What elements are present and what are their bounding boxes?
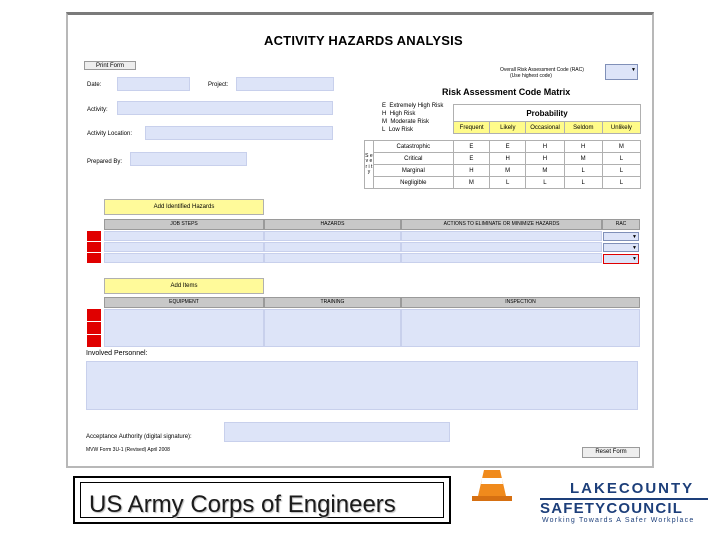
activity-field[interactable] <box>117 101 333 115</box>
legend-text: High Risk <box>389 111 416 117</box>
project-field[interactable] <box>236 77 334 91</box>
legend-item <box>382 102 443 110</box>
col-hazards: HAZARDS <box>264 219 401 230</box>
activity-label: Activity: <box>87 107 108 113</box>
matrix-cell: L <box>602 153 640 165</box>
involved-personnel-field[interactable] <box>86 361 638 410</box>
matrix-cell: M <box>602 141 640 153</box>
action-field[interactable] <box>401 231 602 241</box>
rac-dropdown[interactable] <box>603 243 639 252</box>
job-step-field[interactable] <box>104 231 264 241</box>
prob-col-unlikely: Unlikely <box>602 122 640 134</box>
date-label: Date: <box>87 82 102 88</box>
matrix-cell: H <box>526 141 564 153</box>
matrix-cell: M <box>453 177 489 189</box>
page-title: ACTIVITY HAZARDS ANALYSIS <box>264 33 463 48</box>
hazard-field[interactable] <box>264 253 401 263</box>
matrix-cell: L <box>564 165 602 177</box>
print-form-button[interactable]: Print Form <box>84 61 136 70</box>
legend-text: Moderate Risk <box>390 119 430 125</box>
logo-line1: LAKECOUNTY <box>570 480 695 497</box>
date-field[interactable] <box>117 77 190 91</box>
add-hazards-button[interactable]: Add Identified Hazards <box>104 199 264 215</box>
severity-label: S e v e r i t y <box>365 141 374 189</box>
legend-item <box>382 118 443 126</box>
legend-code: L <box>382 127 386 133</box>
col-rac: RAC <box>602 219 640 230</box>
corps-text: US Army Corps of Engineers <box>89 491 396 518</box>
prob-col-likely: Likely <box>490 122 526 134</box>
row-marker <box>87 242 101 252</box>
logo-tagline: Working Towards A Safer Workplace <box>542 517 695 524</box>
matrix-cell: H <box>453 165 489 177</box>
legend-item <box>382 126 443 134</box>
matrix-cell: M <box>490 165 526 177</box>
matrix-cell: E <box>453 141 489 153</box>
hazard-field[interactable] <box>264 242 401 252</box>
lake-county-logo <box>540 480 708 526</box>
legend-text: Low Risk <box>388 127 414 133</box>
col-equipment: EQUIPMENT <box>104 297 264 308</box>
job-step-field[interactable] <box>104 253 264 263</box>
col-job-steps: JOB STEPS <box>104 219 264 230</box>
training-field[interactable] <box>264 309 401 347</box>
legend-item <box>382 110 443 118</box>
acceptance-label: Acceptance Authority (digital signature): <box>86 434 192 440</box>
project-label: Project: <box>208 82 229 88</box>
equipment-field[interactable] <box>104 309 264 347</box>
matrix-cell: L <box>490 177 526 189</box>
activity-location-label: Activity Location: <box>87 131 133 137</box>
action-field[interactable] <box>401 253 602 263</box>
severity-marginal: Marginal <box>373 165 453 177</box>
matrix-cell: H <box>564 141 602 153</box>
overall-rac-label: Overall Risk Assessment Code (RAC) <box>500 67 584 73</box>
activity-location-field[interactable] <box>145 126 333 140</box>
hazard-field[interactable] <box>264 231 401 241</box>
chevron-down-icon: ▼ <box>632 256 637 262</box>
matrix-cell: L <box>602 165 640 177</box>
matrix-cell: L <box>526 177 564 189</box>
matrix-cell: E <box>490 141 526 153</box>
col-actions: ACTIONS TO ELIMINATE OR MINIMIZE HAZARDS <box>401 219 602 230</box>
severity-catastrophic: Catastrophic <box>373 141 453 153</box>
prepared-by-field[interactable] <box>130 152 247 166</box>
involved-personnel-label: Involved Personnel: <box>86 350 148 357</box>
legend-code: E <box>382 103 387 109</box>
matrix-cell: M <box>564 153 602 165</box>
matrix-cell: H <box>490 153 526 165</box>
prob-col-occasional: Occasional <box>526 122 565 134</box>
legend-code: H <box>382 111 387 117</box>
matrix-cell: L <box>602 177 640 189</box>
matrix-cell: E <box>453 153 489 165</box>
add-items-button[interactable]: Add Items <box>104 278 264 294</box>
matrix-cell: M <box>526 165 564 177</box>
row-marker <box>87 253 101 263</box>
probability-label: Probability <box>454 105 641 122</box>
row-marker <box>87 231 101 241</box>
traffic-cone-icon <box>470 470 514 502</box>
overall-rac-dropdown[interactable] <box>605 64 638 80</box>
prepared-by-label: Prepared By: <box>87 159 123 165</box>
prob-col-frequent: Frequent <box>454 122 490 134</box>
action-field[interactable] <box>401 242 602 252</box>
col-inspection: INSPECTION <box>401 297 640 308</box>
reset-form-button[interactable]: Reset Form <box>582 447 640 458</box>
corps-banner-inner <box>80 482 444 518</box>
matrix-cell: H <box>526 153 564 165</box>
rac-dropdown[interactable] <box>603 254 639 264</box>
row-marker <box>87 335 101 347</box>
risk-matrix-table <box>364 140 641 189</box>
prob-col-seldom: Seldom <box>564 122 602 134</box>
chevron-down-icon: ▼ <box>632 234 637 240</box>
job-step-field[interactable] <box>104 242 264 252</box>
risk-legend <box>382 102 443 134</box>
probability-header-table <box>453 104 641 134</box>
inspection-field[interactable] <box>401 309 640 347</box>
legend-text: Extremely High Risk <box>389 103 444 109</box>
matrix-title: Risk Assessment Code Matrix <box>442 87 571 97</box>
form-number: MVW Form 3U-1 (Revised) April 2008 <box>86 447 170 453</box>
matrix-cell: L <box>564 177 602 189</box>
rac-dropdown[interactable] <box>603 232 639 241</box>
severity-negligible: Negligible <box>373 177 453 189</box>
chevron-down-icon: ▼ <box>631 67 636 73</box>
chevron-down-icon: ▼ <box>632 245 637 251</box>
logo-line2: SAFETYCOUNCIL <box>540 500 684 517</box>
row-marker <box>87 309 101 321</box>
row-marker <box>87 322 101 334</box>
col-training: TRAINING <box>264 297 401 308</box>
severity-critical: Critical <box>373 153 453 165</box>
legend-code: M <box>382 119 387 125</box>
corps-banner <box>73 476 451 524</box>
overall-rac-sub: (Use highest code) <box>510 73 552 79</box>
signature-field[interactable] <box>224 422 450 442</box>
